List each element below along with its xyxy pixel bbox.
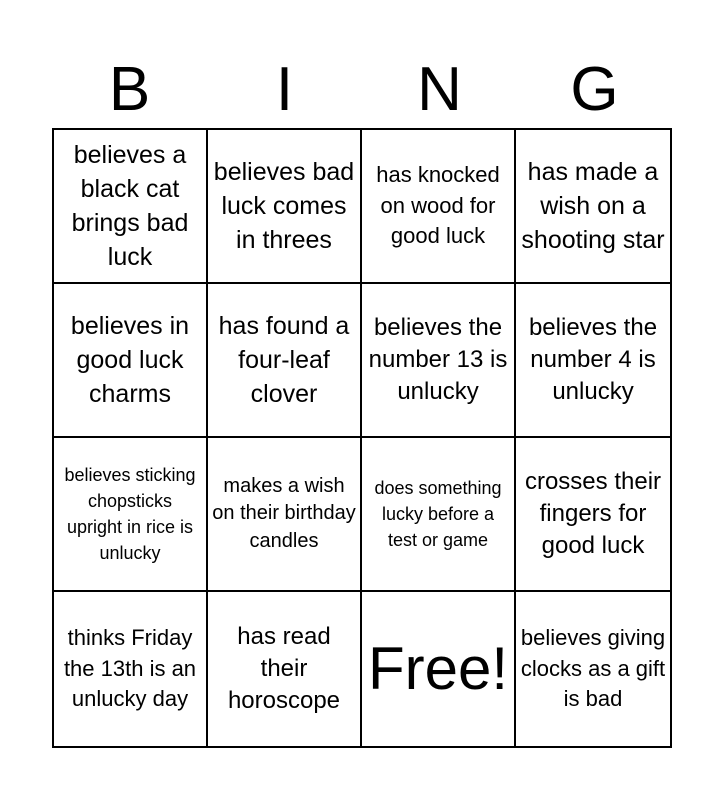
title-letter-n: N [417, 55, 462, 124]
bingo-cell[interactable] [54, 592, 208, 746]
cell-text: believes in good luck charms [70, 312, 190, 408]
bingo-cell[interactable] [54, 438, 208, 592]
cell-text: believes the number 4 is unlucky [528, 313, 658, 406]
bingo-cell[interactable] [208, 592, 362, 746]
cell-text: believes a black cat brings bad luck [71, 141, 189, 271]
bingo-cell[interactable] [362, 438, 516, 592]
bingo-cell[interactable] [54, 130, 208, 284]
title-letter-b: B [108, 55, 151, 124]
bingo-cell[interactable] [54, 284, 208, 438]
cell-text: believes bad luck comes in threes [213, 158, 355, 254]
bingo-cell[interactable] [362, 130, 516, 284]
cell-text: has knocked on wood for good luck [376, 161, 500, 249]
bingo-cell[interactable] [516, 592, 670, 746]
bingo-title [52, 52, 672, 128]
bingo-cell[interactable] [208, 438, 362, 592]
cell-text: believes the number 13 is unlucky [368, 313, 508, 406]
title-letter-i: I [275, 55, 294, 124]
cell-text: has found a four-leaf clover [218, 312, 350, 408]
bingo-cell[interactable] [516, 284, 670, 438]
bingo-cell[interactable] [208, 130, 362, 284]
free-space-cell[interactable] [362, 592, 516, 746]
cell-text: has made a wish on a shooting star [521, 158, 665, 254]
bingo-cell[interactable] [362, 284, 516, 438]
bingo-cell[interactable] [516, 130, 670, 284]
cell-text: has read their horoscope [227, 622, 341, 715]
cell-text: makes a wish on their birthday candles [212, 474, 356, 552]
bingo-board [52, 128, 672, 748]
cell-text: does something lucky before a test or game [374, 477, 502, 551]
cell-text: thinks Friday the 13th is an unlucky day [63, 624, 197, 712]
bingo-cell[interactable] [208, 284, 362, 438]
title-letter-g: G [570, 55, 619, 124]
free-space-label: Free! [367, 635, 509, 702]
bingo-cell[interactable] [516, 438, 670, 592]
cell-text: crosses their fingers for good luck [524, 467, 662, 560]
cell-text: believes giving clocks as a gift is bad [520, 624, 666, 712]
cell-text: believes sticking chopsticks upright in rice is unlucky [64, 464, 196, 564]
